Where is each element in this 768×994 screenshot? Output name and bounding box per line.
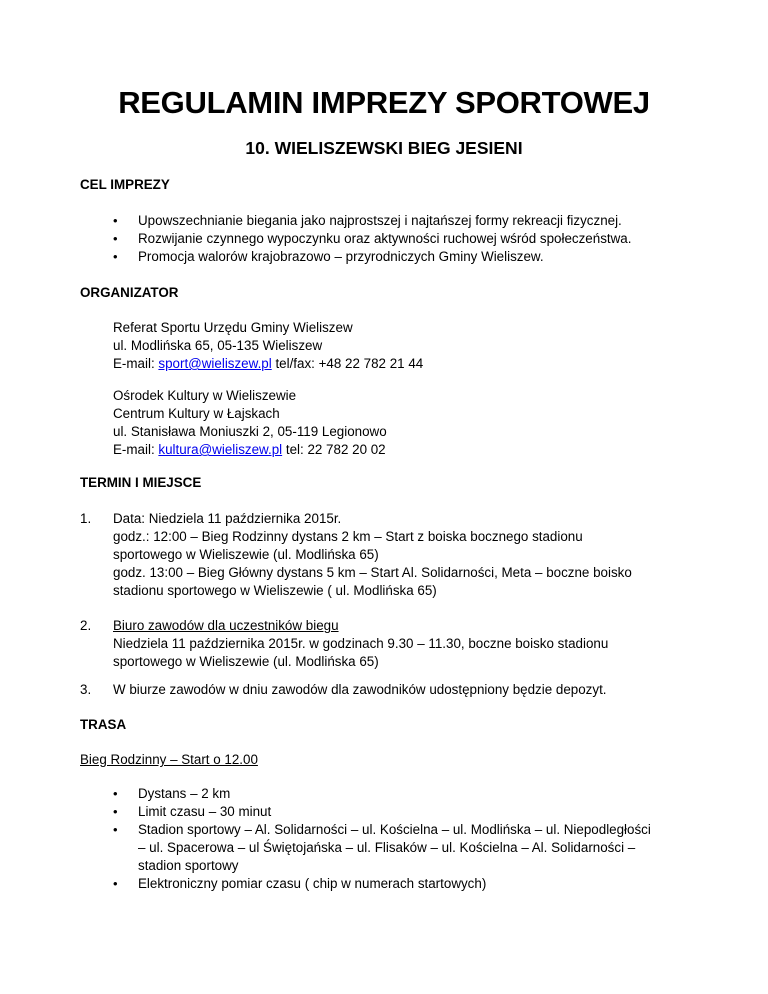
list-item: • Stadion sportowy – Al. Solidarności – ul. Kościelna – ul. Modlińska – ul. Niepodległości – ul. Spacerowa – ul Świętojańska – ul. Flisaków – ul. Kościelna – Al. Solidarności – stadion sportowy <box>113 822 651 873</box>
list-number: 1. <box>80 511 92 526</box>
list-item: • Upowszechnianie biegania jako najprostszej i najtańszej formy rekreacji fizycznej. <box>113 213 622 228</box>
list-item: • Elektroniczny pomiar czasu ( chip w numerach startowych) <box>113 876 487 891</box>
email-link[interactable]: sport@wieliszew.pl <box>158 356 272 371</box>
bullet-icon: • <box>113 822 118 837</box>
list-number: 2. <box>80 618 92 633</box>
bullet-icon: • <box>113 249 118 264</box>
bullet-icon: • <box>113 786 118 801</box>
email-link[interactable]: kultura@wieliszew.pl <box>158 442 283 457</box>
termin-item-3: 3. W biurze zawodów w dniu zawodów dla zawodników udostępniony będzie depozyt. <box>80 682 607 697</box>
termin-item-2: 2. Biuro zawodów dla uczestników biegu Niedziela 11 października 2015r. w godzinach 9.30 – 11.30, boczne boisko stadionu sportowego w Wieliszewie (ul. Modlińska 65) <box>80 618 609 669</box>
section-heading-termin: TERMIN I MIEJSCE <box>80 475 202 490</box>
list-item: • Rozwijanie czynnego wypoczynku oraz aktywności ruchowej wśród społeczeństwa. <box>113 231 632 246</box>
section-heading-cel: CEL IMPREZY <box>80 177 170 192</box>
list-item: • Dystans – 2 km <box>113 786 231 801</box>
list-item: • Promocja walorów krajobrazowo – przyrodniczych Gminy Wieliszew. <box>113 249 544 264</box>
bullet-icon: • <box>113 231 118 246</box>
bullet-icon: • <box>113 213 118 228</box>
list-number: 3. <box>80 682 92 697</box>
cel-list <box>80 212 700 266</box>
document-subtitle: 10. WIELISZEWSKI BIEG JESIENI <box>245 138 523 158</box>
section-heading-trasa: TRASA <box>80 717 127 732</box>
organizer-2: Ośrodek Kultury w Wieliszewie Centrum Kultury w Łajskach ul. Stanisława Moniuszki 2, 05-119 Legionowo E-mail: kultura@wieliszew.pl tel: 22 782 20 02 <box>113 388 387 457</box>
list-item: • Limit czasu – 30 minut <box>113 804 272 819</box>
bullet-icon: • <box>113 804 118 819</box>
document-title: REGULAMIN IMPREZY SPORTOWEJ <box>118 85 650 120</box>
trasa-subheading: Bieg Rodzinny – Start o 12.00 <box>80 752 258 767</box>
termin-item-1: 1. Data: Niedziela 11 października 2015r. godz.: 12:00 – Bieg Rodzinny dystans 2 km – Start z boiska bocznego stadionu sportowego w Wieliszewie (ul. Modlińska 65) godz. 13:00 – Bieg Główny dystans 5 km – Start Al. Solidarności, Meta – boczne boisko stadionu sportowego w Wieliszewie ( ul. Modlińska 65) <box>80 511 632 598</box>
section-heading-organizator: ORGANIZATOR <box>80 285 179 300</box>
bullet-icon: • <box>113 876 118 891</box>
organizer-1: Referat Sportu Urzędu Gminy Wieliszew ul. Modlińska 65, 05-135 Wieliszew E-mail: sport@wieliszew.pl tel/fax: +48 22 782 21 44 <box>113 320 424 371</box>
trasa-list <box>80 785 700 893</box>
